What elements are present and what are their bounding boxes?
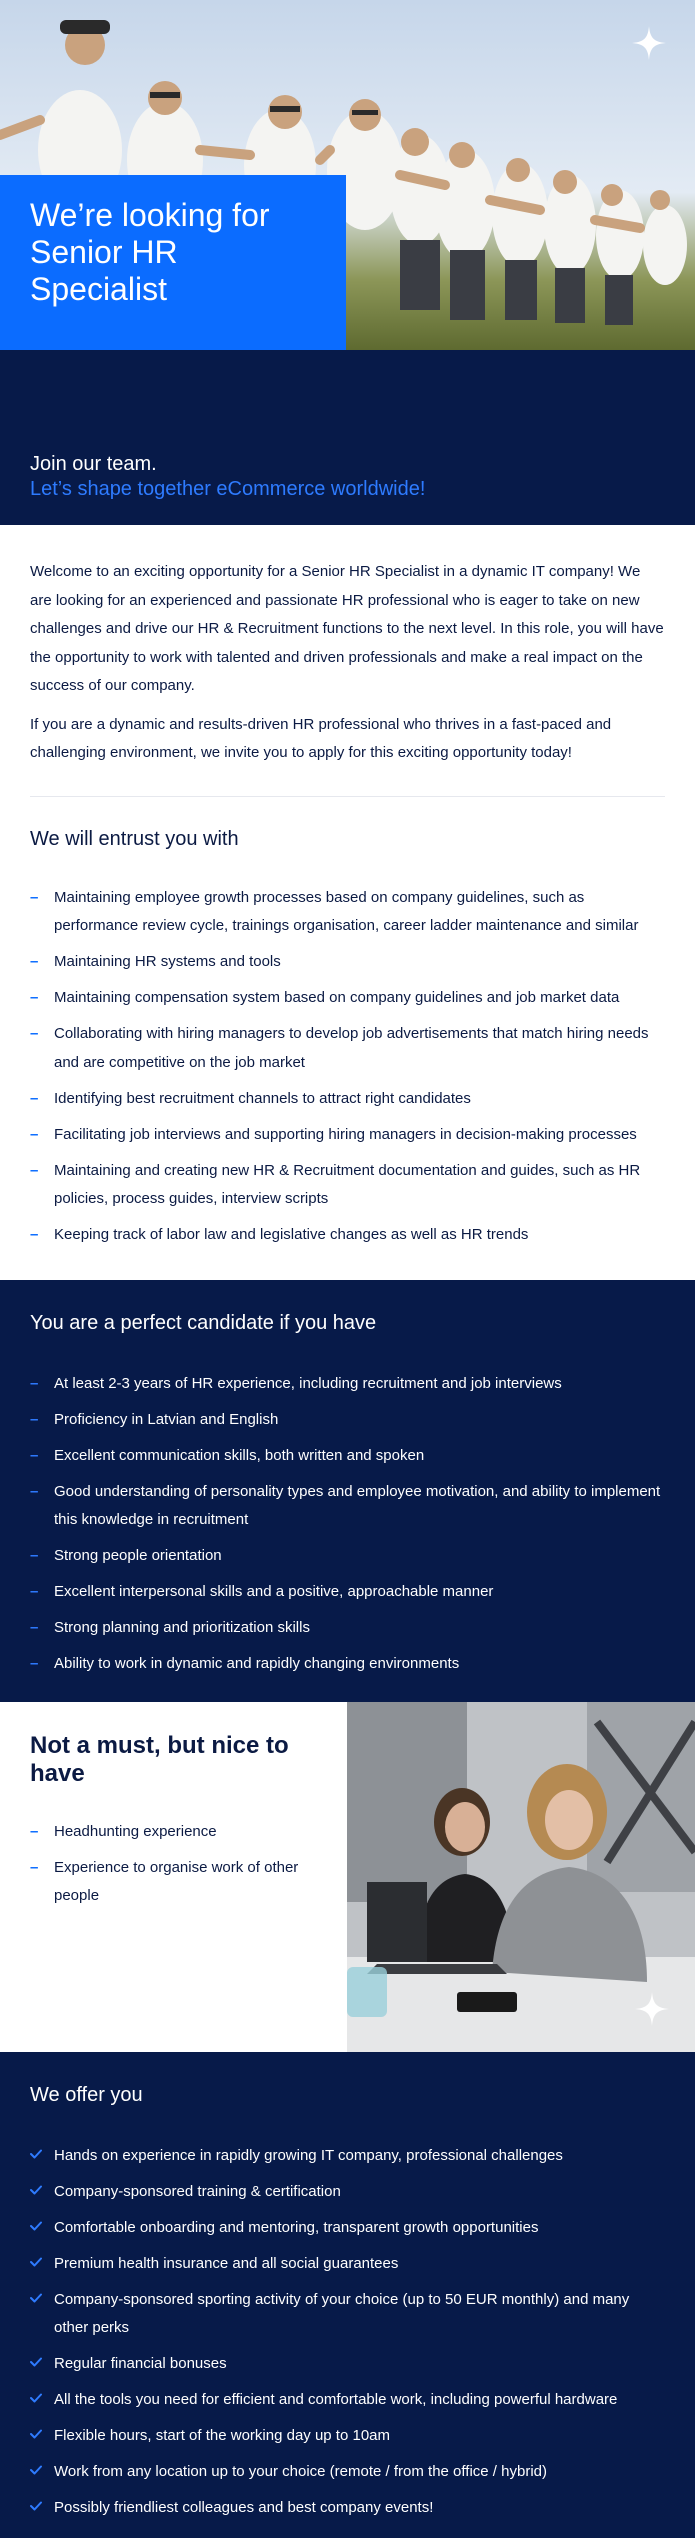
- list-item: Hands on experience in rapidly growing IT company, professional challenges: [30, 2142, 665, 2171]
- list-item: – Good understanding of personality types and employee motivation, and ability to implement this knowledge in recruitment: [30, 1478, 665, 1535]
- dash-bullet: –: [30, 1161, 39, 1179]
- list-item: Comfortable onboarding and mentoring, transparent growth opportunities: [30, 2214, 665, 2243]
- list-item: – Maintaining HR systems and tools: [30, 948, 665, 977]
- list-item: Flexible hours, start of the working day up to 10am: [30, 2422, 665, 2451]
- dash-bullet: –: [30, 1822, 39, 1840]
- list-item: – Identifying best recruitment channels to attract right candidates: [30, 1085, 665, 1114]
- join-tagline: Let’s shape together eCommerce worldwide!: [30, 478, 426, 500]
- requirements-section: [0, 1280, 695, 1702]
- responsibilities-section: [0, 797, 695, 1280]
- list-item: – Maintaining compensation system based on company guidelines and job market data: [30, 984, 665, 1013]
- dash-bullet: –: [30, 1125, 39, 1143]
- check-icon: [30, 2429, 42, 2439]
- dash-bullet: –: [30, 1025, 39, 1042]
- list-item: – Facilitating job interviews and supporting hiring managers in decision-making processes: [30, 1121, 665, 1150]
- check-icon: [30, 2465, 42, 2475]
- responsibilities-list: [30, 884, 665, 1250]
- intro-paragraph: If you are a dynamic and results-driven HR professional who thrives in a fast-paced and challenging environment, we invite you to apply for this exciting opportunity today!: [30, 715, 612, 761]
- dash-bullet: –: [30, 1858, 39, 1876]
- dash-bullet: –: [30, 1226, 39, 1243]
- list-item: – Experience to organise work of other people: [30, 1854, 317, 1911]
- dash-bullet: –: [30, 1482, 39, 1500]
- dash-bullet: –: [30, 953, 39, 970]
- list-item: – Maintaining employee growth processes based on company guidelines, such as performance review cycle, trainings organisation, career ladder maintenance and similar: [30, 884, 665, 941]
- section-title: We will entrust you with: [30, 827, 239, 850]
- dash-bullet: –: [30, 1410, 39, 1428]
- benefits-section: [0, 2052, 695, 2538]
- sparkle-icon: [632, 26, 666, 60]
- dash-bullet: –: [30, 989, 39, 1006]
- list-item: – Strong people orientation: [30, 1542, 665, 1571]
- list-item: Possibly friendliest colleagues and best company events!: [30, 2494, 665, 2523]
- page-title: [30, 197, 316, 308]
- list-item: – Headhunting experience: [30, 1818, 317, 1847]
- list-item: – At least 2-3 years of HR experience, including recruitment and job interviews: [30, 1370, 665, 1399]
- check-icon: [30, 2149, 42, 2159]
- list-item: – Keeping track of labor law and legislative changes as well as HR trends: [30, 1221, 665, 1250]
- join-banner: [0, 350, 695, 525]
- list-item: – Ability to work in dynamic and rapidly changing environments: [30, 1650, 665, 1679]
- list-item: – Proficiency in Latvian and English: [30, 1406, 665, 1435]
- dash-bullet: –: [30, 888, 39, 906]
- list-item: – Excellent communication skills, both written and spoken: [30, 1442, 665, 1471]
- sparkle-icon: [30, 765, 46, 781]
- hero-banner: [0, 0, 695, 350]
- check-icon: [30, 2357, 42, 2367]
- list-item: – Excellent interpersonal skills and a positive, approachable manner: [30, 1578, 665, 1607]
- section-title: You are a perfect candidate if you have: [30, 1311, 377, 1334]
- list-item: Work from any location up to your choice (remote / from the office / hybrid): [30, 2458, 665, 2487]
- nice-to-have-list: [30, 1818, 317, 1911]
- title-line-1: We’re looking for: [30, 197, 270, 233]
- list-item: – Collaborating with hiring managers to develop job advertisements that match hiring needs and are competitive on the job market: [30, 1020, 665, 1077]
- office-photo: [347, 1702, 695, 2052]
- nice-to-have-content: [0, 1702, 347, 1949]
- dash-bullet: –: [30, 1547, 39, 1564]
- list-item: Regular financial bonuses: [30, 2350, 665, 2379]
- list-item: Company-sponsored sporting activity of your choice (up to 50 EUR monthly) and many other perks: [30, 2286, 665, 2343]
- check-icon: [30, 2185, 42, 2195]
- list-item: Premium health insurance and all social guarantees: [30, 2250, 665, 2279]
- section-title: We offer you: [30, 2083, 143, 2106]
- dash-bullet: –: [30, 1583, 39, 1600]
- section-title: Not a must, but nice to have: [30, 1731, 289, 1787]
- dash-bullet: –: [30, 1089, 39, 1107]
- list-item: All the tools you need for efficient and comfortable work, including powerful hardware: [30, 2386, 665, 2415]
- intro-paragraph: Welcome to an exciting opportunity for a Senior HR Specialist in a dynamic IT company! We are looking for an experienced and passionate HR professional who is eager to take on new challenges and drive our HR & Recruitment functions to the next level. In this role, you will have the opportunity to work with talented and driven professionals and make a real impact on the success of our company.: [30, 563, 664, 694]
- sparkle-icon: [635, 1992, 669, 2026]
- join-heading: Join our team.: [30, 453, 157, 475]
- benefits-list: [30, 2142, 665, 2523]
- dash-bullet: –: [30, 1655, 39, 1672]
- check-icon: [30, 2501, 42, 2511]
- hero-title-box: [0, 175, 346, 350]
- list-item: Company-sponsored training & certification: [30, 2178, 665, 2207]
- check-icon: [30, 2293, 42, 2303]
- intro-section: [0, 525, 695, 768]
- nice-to-have-section: [0, 1702, 695, 2052]
- list-item: – Maintaining and creating new HR & Recruitment documentation and guides, such as HR policies, process guides, interview scripts: [30, 1157, 665, 1214]
- requirements-list: [30, 1370, 665, 1679]
- dash-bullet: –: [30, 1374, 39, 1392]
- title-line-3: Specialist: [30, 271, 167, 307]
- title-line-2: Senior HR: [30, 234, 178, 270]
- list-item: – Strong planning and prioritization skills: [30, 1614, 665, 1643]
- check-icon: [30, 2221, 42, 2231]
- check-icon: [30, 2393, 42, 2403]
- dash-bullet: –: [30, 1619, 39, 1636]
- dash-bullet: –: [30, 1446, 39, 1464]
- check-icon: [30, 2257, 42, 2267]
